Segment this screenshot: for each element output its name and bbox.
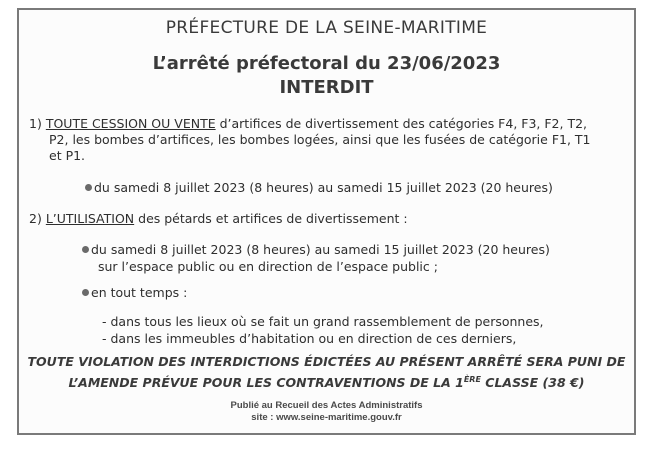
dash-item-1: - dans tous les lieux où se fait un grand rassemblement de personnes, <box>102 314 544 329</box>
violation-warning <box>19 353 634 392</box>
section-2-bullet-1-line2: sur l’espace public ou en direction de l’espace public ; <box>98 259 438 274</box>
section-1-bullet-text: du samedi 8 juillet 2023 (8 heures) au samedi 15 juillet 2023 (20 heures) <box>94 180 553 195</box>
section-2-bullet-1 <box>82 241 550 275</box>
publication-footer <box>19 400 634 424</box>
section-1-paragraph <box>29 116 629 164</box>
section-1-text-line1: d’artifices de divertissement des catégories F4, F3, F2, T2, <box>215 116 588 131</box>
section-2-bullet-2 <box>82 284 187 301</box>
section-1-number: 1) <box>29 116 42 131</box>
section-2-heading: L’UTILISATION <box>45 211 135 226</box>
section-2-number: 2) <box>29 211 42 226</box>
dash-item-2: - dans les immeubles d’habitation ou en direction de ces derniers, <box>102 331 517 346</box>
prefecture-notice <box>17 8 636 435</box>
section-2-bullet-1-line1: du samedi 8 juillet 2023 (8 heures) au samedi 15 juillet 2023 (20 heures) <box>91 242 550 257</box>
section-1-text-line3: et P1. <box>49 148 86 163</box>
bullet-dot-icon <box>85 184 92 191</box>
violation-line-1: TOUTE VIOLATION DES INTERDICTIONS ÉDICTÉES AU PRÉSENT ARRÊTÉ SERA PUNI DE <box>27 354 626 369</box>
footer-recueil: Publié au Recueil des Actes Administratifs <box>230 400 423 411</box>
violation-line-2-post: CLASSE (38 €) <box>480 375 585 390</box>
section-1-bullet <box>85 179 553 196</box>
section-1-text-line2: P2, les bombes d’artifices, les bombes logées, ainsi que les fusées de catégorie F1, T1 <box>49 132 591 147</box>
bullet-dot-icon <box>82 246 89 253</box>
section-1-heading: TOUTE CESSION OU VENTE <box>45 116 216 131</box>
interdit-heading: INTERDIT <box>279 77 374 98</box>
section-2-text: des pétards et artifices de divertissement : <box>134 211 408 226</box>
section-2-bullet-2-text: en tout temps : <box>91 285 188 300</box>
prefecture-title: PRÉFECTURE DE LA SEINE-MARITIME <box>165 18 488 38</box>
section-2-paragraph <box>29 211 629 227</box>
violation-ordinal-superscript: ÈRE <box>463 375 481 384</box>
violation-line-2 <box>19 371 634 392</box>
violation-line-2-pre: L’AMENDE PRÉVUE POUR LES CONTRAVENTIONS DE LA 1 <box>68 375 464 390</box>
bullet-dot-icon <box>82 289 89 296</box>
footer-website: site : www.seine-maritime.gouv.fr <box>251 412 402 423</box>
arrete-date-heading: L’arrêté préfectoral du 23/06/2023 <box>152 53 501 74</box>
